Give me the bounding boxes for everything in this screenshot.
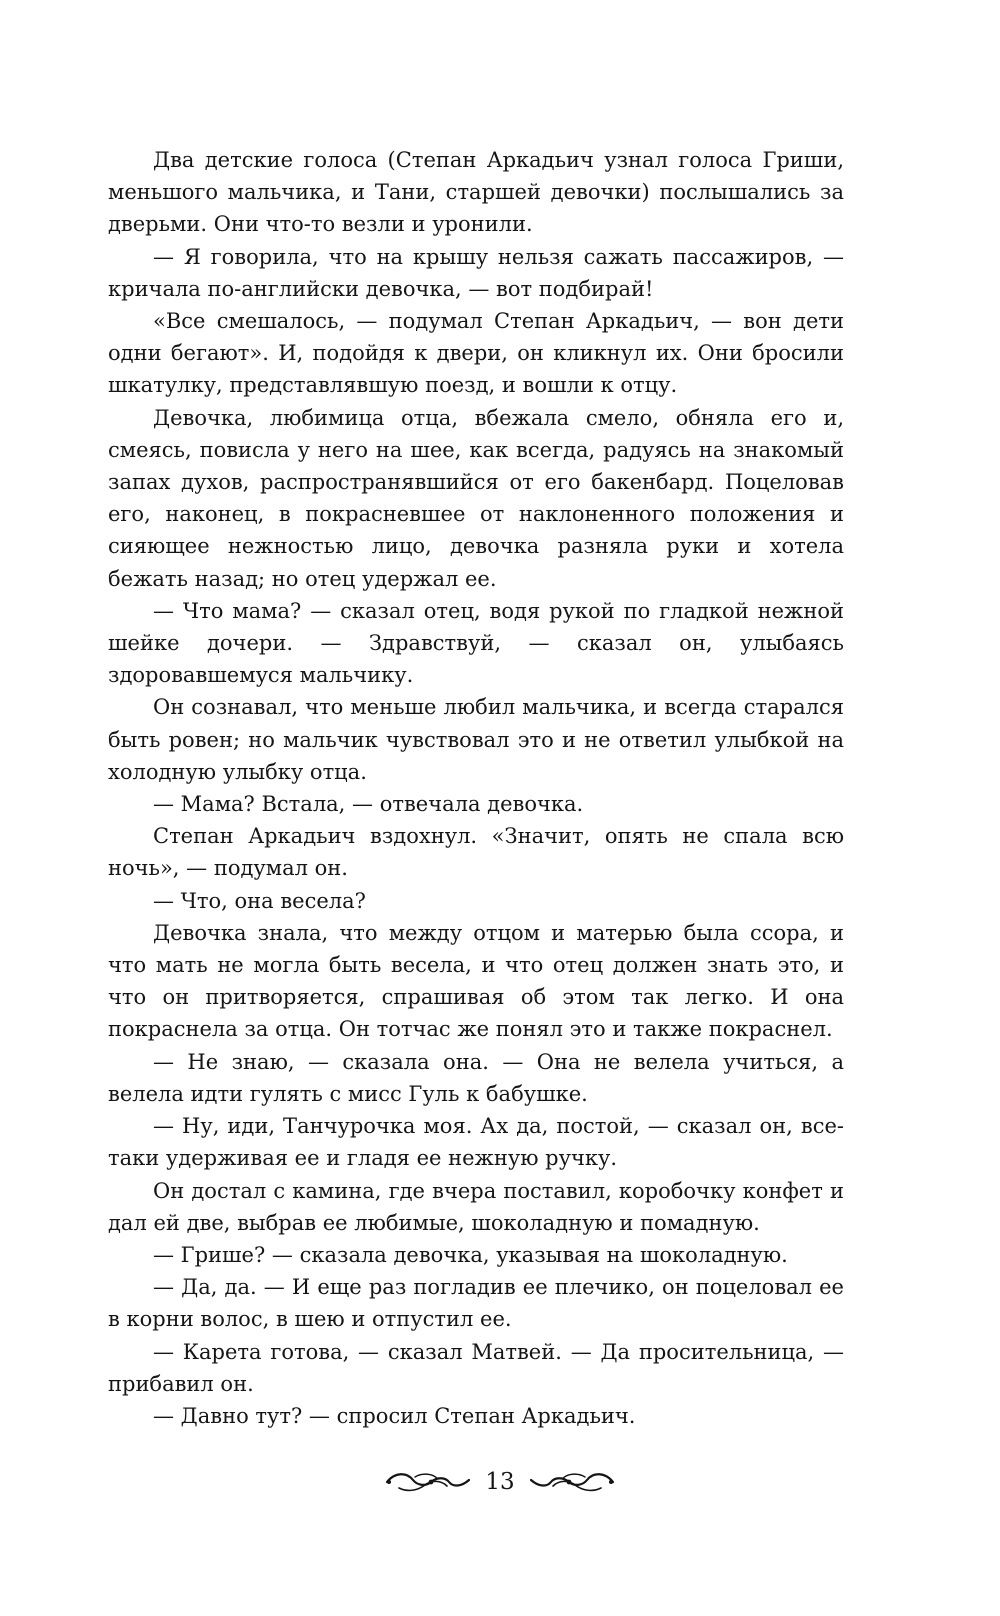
paragraph: — Да, да. — И еще раз погладив ее плечико, он поцеловал ее в корни волос, в шею и отпустил ее.	[108, 1275, 844, 1332]
paragraph: Он сознавал, что меньше любил мальчика, и всегда старался быть ровен; но мальчик чувствовал это и не ответил улыбкой на холодную улыбку отца.	[108, 695, 844, 784]
paragraph: Два детские голоса (Степан Аркадьич узнал голоса Гриши, меньшого мальчика, и Тани, старшей девочки) послышались за дверьми. Они что-то везли и уронили.	[108, 148, 844, 237]
paragraph: Девочка, любимица отца, вбежала смело, обняла его и, смеясь, повисла у него на шее, как всегда, радуясь на знакомый запах духов, распространявшийся от его бакенбард. Поцеловав его, наконец, в покрасневшее от наклоненного положения и сияющее нежностью лицо, девочка разняла руки и хотела бежать назад; но отец удержал ее.	[108, 405, 844, 591]
paragraph: — Грише? — сказала девочка, указывая на шоколадную.	[153, 1242, 788, 1267]
paragraph: — Мама? Встала, — отвечала девочка.	[153, 792, 584, 817]
paragraph: — Я говорила, что на крышу нельзя сажать пассажиров, — кричала по-английски девочка, — вот подбирай!	[108, 244, 844, 301]
paragraph: — Ну, иди, Танчурочка моя. Ах да, постой, — сказал он, все-таки удерживая ее и гладя ее нежную ручку.	[108, 1114, 844, 1171]
paragraph: — Давно тут? — спросил Степан Аркадьич.	[153, 1403, 636, 1428]
main-text	[108, 144, 844, 1432]
flourish-ornament-icon	[529, 1469, 615, 1495]
paragraph: «Все смешалось, — подумал Степан Аркадьич, — вон дети одни бегают». И, подойдя к двери, он кликнул их. Они бросили шкатулку, представлявшую поезд, и вошли к отцу.	[108, 309, 844, 398]
page-number: 13	[485, 1468, 515, 1495]
paragraph: — Не знаю, — сказала она. — Она не велела учиться, а велела идти гулять с мисс Гуль к бабушке.	[108, 1049, 844, 1106]
paragraph: Девочка знала, что между отцом и матерью была ссора, и что мать не могла быть весела, и что отец должен знать это, и что он притворяется, спрашивая об этом так легко. И она покраснела за отца. Он тотчас же понял это и также покраснел.	[108, 920, 844, 1042]
flourish-ornament-icon	[385, 1469, 471, 1495]
paragraph: — Карета готова, — сказал Матвей. — Да просительница, — прибавил он.	[108, 1339, 844, 1396]
page-footer	[0, 1462, 1000, 1502]
paragraph: — Что мама? — сказал отец, водя рукой по гладкой нежной шейке дочери. — Здравствуй, — сказал он, улыбаясь здоровавшемуся мальчику.	[108, 598, 844, 688]
paragraph: Степан Аркадьич вздохнул. «Значит, опять не спала всю ночь», — подумал он.	[108, 824, 844, 881]
paragraph: — Что, она весела?	[153, 888, 366, 913]
paragraph: Он достал с камина, где вчера поставил, коробочку конфет и дал ей две, выбрав ее любимые, шоколадную и помадную.	[108, 1178, 844, 1235]
